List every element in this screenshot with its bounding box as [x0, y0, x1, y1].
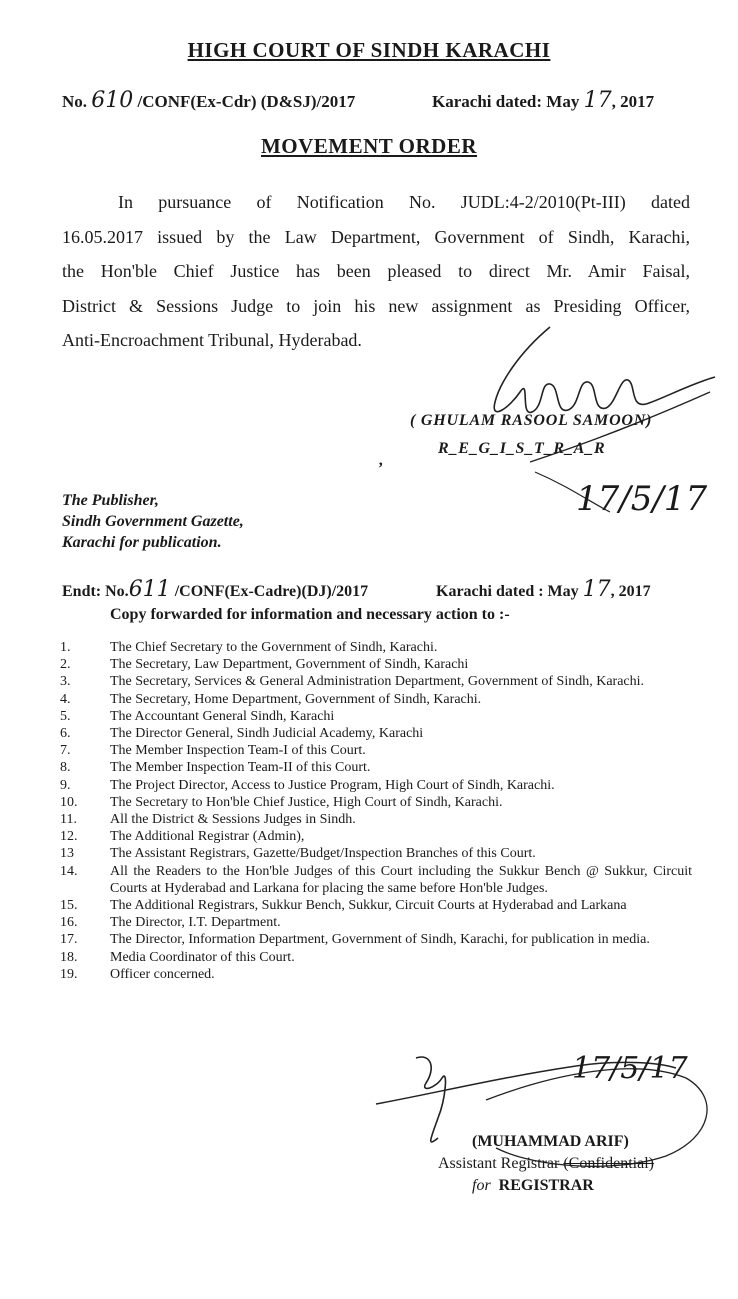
list-item — [60, 828, 692, 845]
list-item — [60, 914, 692, 931]
recipients-list — [60, 639, 692, 983]
registrar-name: ( GHULAM RASOOL SAMOON) — [410, 412, 653, 429]
list-item — [60, 794, 692, 811]
role-struck-through: (Confidential) — [563, 1155, 654, 1172]
order-title: MOVEMENT ORDER — [260, 134, 478, 158]
item-number: 13 — [60, 846, 74, 862]
endt-date — [436, 577, 651, 602]
item-number: 18. — [60, 949, 78, 965]
item-text: The Director, I.T. Department. — [110, 915, 281, 931]
item-number: 17. — [60, 932, 78, 948]
ref-prefix: No. — [62, 92, 88, 111]
registrar-date-handwriting — [576, 462, 708, 522]
item-text: All the Readers to the Hon'ble Judges of this Court including the Sukkur Bench @ Sukkur, Circuit Courts at Hyderabad and Larkana for placing the same before Hon'ble Judges. — [110, 863, 692, 896]
list-item — [60, 725, 692, 742]
for-registrar-line — [472, 1177, 594, 1195]
date-prefix: Karachi dated: May — [432, 92, 580, 111]
item-number: 11. — [60, 812, 77, 828]
court-title: HIGH COURT OF SINDH KARACHI — [187, 38, 551, 62]
item-number: 3. — [60, 674, 71, 690]
endt-date-prefix: Karachi dated : May — [436, 583, 579, 600]
list-item — [60, 639, 692, 656]
order-date — [432, 88, 654, 113]
endt-prefix: Endt: No. — [62, 583, 129, 600]
item-text: The Accountant General Sindh, Karachi — [110, 708, 335, 724]
list-item — [60, 897, 692, 914]
paragraph-line: Anti-Encroachment Tribunal, Hyderabad. — [62, 330, 362, 350]
list-item — [60, 656, 692, 673]
item-text: The Additional Registrar (Admin), — [110, 829, 305, 845]
item-number: 4. — [60, 691, 71, 707]
item-text: The Project Director, Access to Justice Program, High Court of Sindh, Karachi. — [110, 777, 555, 793]
list-item — [60, 931, 692, 948]
assistant-registrar-title — [438, 1155, 654, 1173]
item-text: The Additional Registrars, Sukkur Bench, Sukkur, Circuit Courts at Hyderabad and Larkana — [110, 898, 627, 914]
paragraph-line: In pursuance of Notification No. JUDL:4-2/2010(Pt-III) dated — [118, 192, 690, 212]
list-item — [60, 949, 692, 966]
item-number: 14. — [60, 863, 78, 879]
item-text: The Chief Secretary to the Government of Sindh, Karachi. — [110, 640, 438, 655]
endorsement-reference-line — [62, 577, 682, 602]
list-item — [60, 673, 692, 690]
item-text: Officer concerned. — [110, 966, 215, 982]
stray-mark: ’ — [378, 460, 384, 477]
assistant-registrar-name: (MUHAMMAD ARIF) — [472, 1133, 629, 1150]
assistant-registrar-handwritten-date: 17/5/17 — [572, 1051, 688, 1086]
handwritten-endt-day: 17 — [582, 577, 611, 602]
item-number: 7. — [60, 743, 71, 759]
item-number: 1. — [60, 640, 71, 655]
item-number: 9. — [60, 777, 71, 793]
item-number: 2. — [60, 657, 71, 673]
item-text: Media Coordinator of this Court. — [110, 949, 295, 965]
publisher-line: The Publisher, — [62, 492, 159, 509]
item-number: 19. — [60, 966, 78, 982]
list-item — [60, 777, 692, 794]
item-text: The Secretary, Law Department, Government of Sindh, Karachi — [110, 657, 469, 673]
list-item — [60, 845, 692, 862]
item-text: The Secretary, Services & General Administration Department, Government of Sindh, Karachi. — [110, 674, 645, 690]
item-number: 5. — [60, 708, 71, 724]
handwritten-ref-number: 610 — [91, 88, 134, 113]
item-number: 12. — [60, 829, 78, 845]
ref-suffix: /CONF(Ex-Cdr) (D&SJ)/2017 — [137, 92, 356, 111]
list-item — [60, 863, 692, 897]
registrar-handwritten-date: 17/5/17 — [576, 479, 708, 519]
copy-forwarded-heading: Copy forwarded for information and necessary action to :- — [110, 606, 510, 623]
for-office: REGISTRAR — [498, 1177, 594, 1194]
item-number: 16. — [60, 915, 78, 931]
item-text: The Member Inspection Team-I of this Court. — [110, 743, 366, 759]
item-number: 6. — [60, 726, 71, 742]
item-number: 15. — [60, 898, 78, 914]
item-text: The Director General, Sindh Judicial Academy, Karachi — [110, 726, 424, 742]
item-text: The Director, Information Department, Government of Sindh, Karachi, for publication in media. — [110, 932, 650, 948]
endt-suffix: /CONF(Ex-Cadre)(DJ)/2017 — [174, 583, 369, 600]
endt-date-suffix: , 2017 — [610, 583, 651, 600]
item-text: The Secretary to Hon'ble Chief Justice, High Court of Sindh, Karachi. — [110, 794, 503, 810]
paragraph-line: District & Sessions Judge to join his new assignment as Presiding Officer, — [62, 295, 690, 316]
item-text: The Member Inspection Team-II of this Court. — [110, 760, 371, 776]
handwritten-endt-number: 611 — [128, 577, 171, 602]
date-suffix: , 2017 — [611, 92, 655, 111]
item-text: All the District & Sessions Judges in Sindh. — [110, 812, 356, 828]
role-main: Assistant Registrar — [438, 1155, 560, 1172]
publisher-address — [62, 490, 244, 553]
item-number: 8. — [60, 760, 71, 776]
list-item — [60, 759, 692, 776]
item-text: The Assistant Registrars, Gazette/Budget/Inspection Branches of this Court. — [110, 846, 536, 862]
item-number: 10. — [60, 794, 78, 810]
handwritten-date-day: 17 — [583, 88, 612, 113]
registrar-title: R_E_G_I_S_T_R_A_R — [438, 440, 606, 457]
list-item — [60, 966, 692, 983]
paragraph-line: 16.05.2017 issued by the Law Department, Government of Sindh, Karachi, — [62, 226, 690, 247]
publisher-line: Karachi for publication. — [62, 534, 222, 551]
list-item — [60, 742, 692, 759]
list-item — [60, 691, 692, 708]
paragraph-line: the Hon'ble Chief Justice has been pleased to direct Mr. Amir Faisal, — [62, 261, 690, 281]
publisher-line: Sindh Government Gazette, — [62, 513, 244, 530]
list-item — [60, 811, 692, 828]
list-item — [60, 708, 692, 725]
item-text: The Secretary, Home Department, Government of Sindh, Karachi. — [110, 691, 482, 707]
order-reference-line — [62, 88, 682, 113]
for-word: for — [472, 1177, 491, 1194]
